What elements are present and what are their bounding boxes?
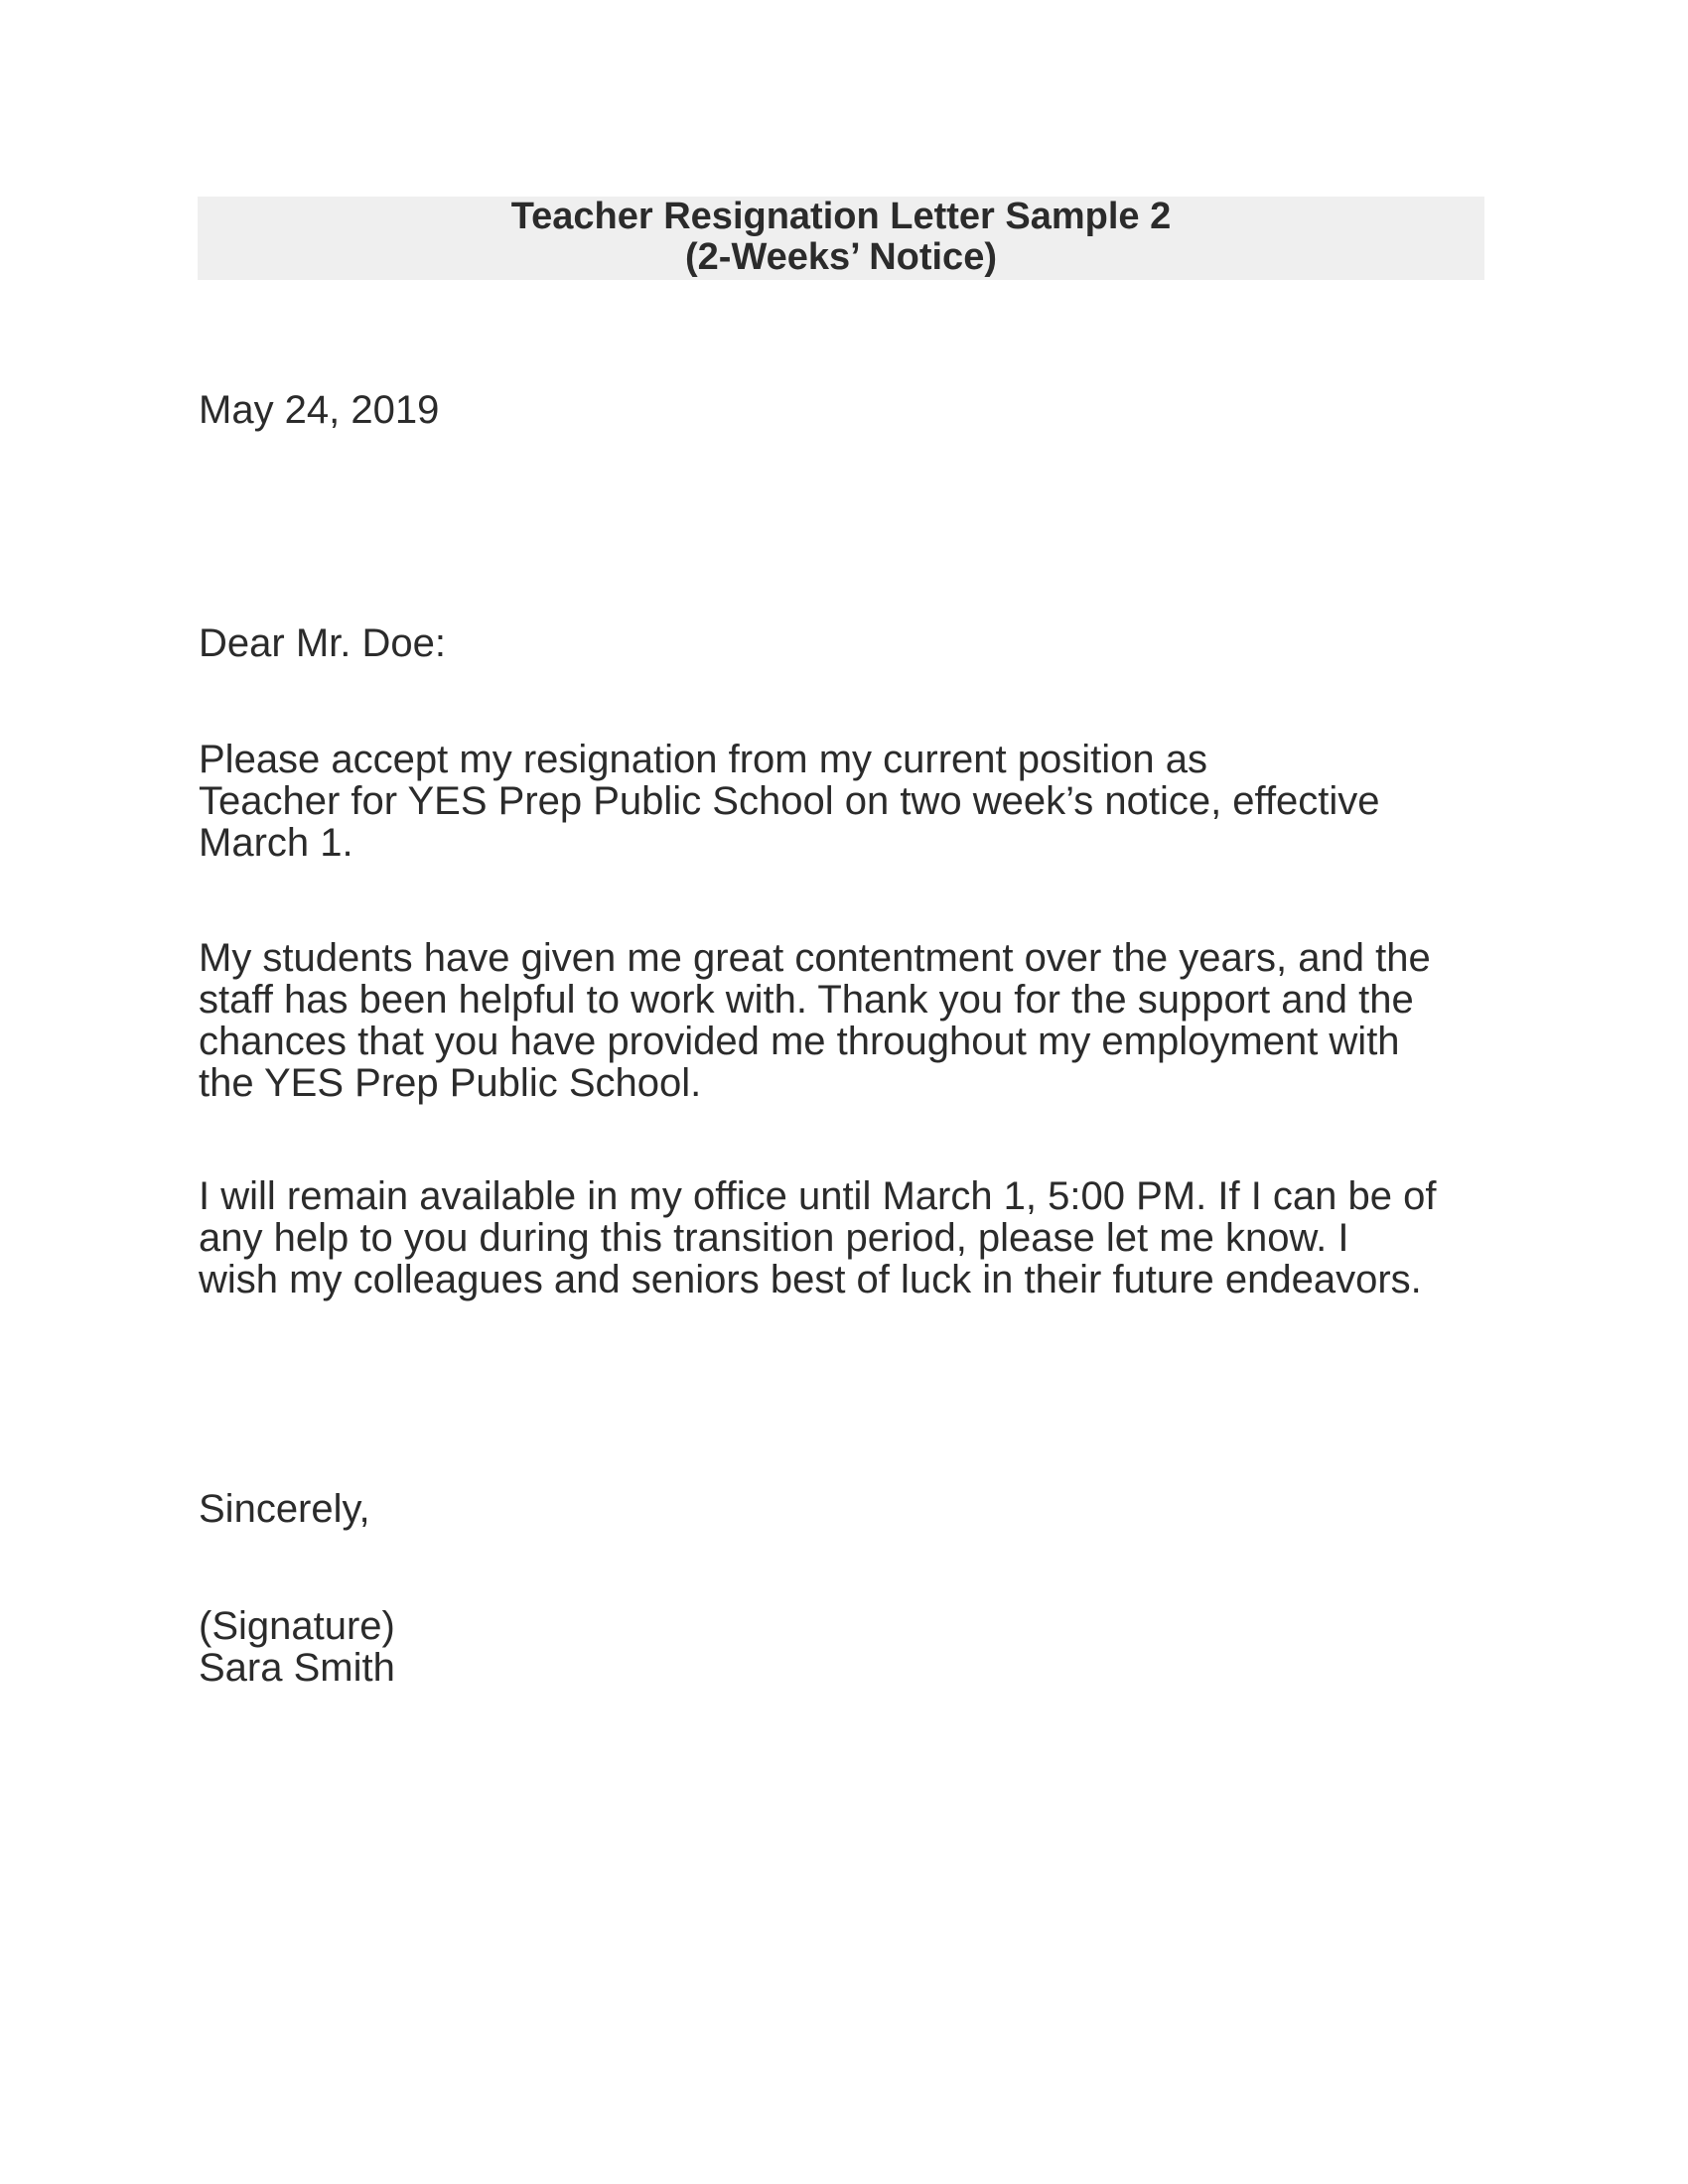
paragraph-line: wish my colleagues and seniors best of luck in their future endeavors. xyxy=(199,1258,1422,1301)
title-line-2: (2-Weeks’ Notice) xyxy=(685,236,997,278)
paragraph-resignation xyxy=(199,739,1509,864)
paragraph-line: Please accept my resignation from my current position as xyxy=(199,738,1207,781)
paragraph-line: Teacher for YES Prep Public School on two week’s notice, effective xyxy=(199,779,1380,823)
signature-placeholder: (Signature) xyxy=(199,1604,395,1648)
salutation xyxy=(199,622,1509,664)
paragraph-line: My students have given me great contentment over the years, and the xyxy=(199,936,1431,980)
paragraph-line: chances that you have provided me throughout my employment with xyxy=(199,1020,1400,1063)
paragraph-line: the YES Prep Public School. xyxy=(199,1061,702,1105)
letter-date xyxy=(199,389,1509,431)
paragraph-transition xyxy=(199,1175,1509,1300)
closing-text: Sincerely, xyxy=(199,1487,370,1531)
title-line-1: Teacher Resignation Letter Sample 2 xyxy=(510,196,1172,237)
paragraph-line: March 1. xyxy=(199,821,353,865)
date-text: May 24, 2019 xyxy=(199,388,440,432)
closing xyxy=(199,1488,1509,1530)
signature-block xyxy=(199,1605,1509,1689)
signer-name: Sara Smith xyxy=(199,1646,395,1690)
paragraph-thanks xyxy=(199,937,1509,1104)
paragraph-line: staff has been helpful to work with. Thank you for the support and the xyxy=(199,978,1414,1022)
paragraph-line: I will remain available in my office until March 1, 5:00 PM. If I can be of xyxy=(199,1174,1437,1218)
paragraph-line: any help to you during this transition period, please let me know. I xyxy=(199,1216,1349,1260)
salutation-text: Dear Mr. Doe: xyxy=(199,621,446,665)
title-banner xyxy=(198,197,1484,280)
